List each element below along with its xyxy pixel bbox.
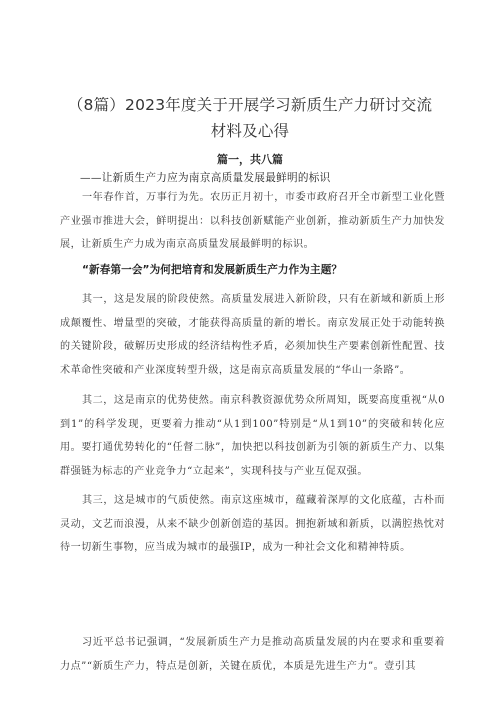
paragraph-1: 一年春作首，万事行为先。农历正月初十，市委市政府召开全市新型工业化暨产业强市推进大会，鲜明提出：以科技创新赋能产业创新，推动新质生产力加快发展，让新质生产力成为南京高质量发展最鲜明的标识。 — [60, 192, 445, 250]
document-title — [40, 92, 460, 144]
paragraph-quote: 习近平总书记强调，“发展新质生产力是推动高质量发展的内在要求和重要着力点”“新质生产力，特点是创新，关键在质优，本质是先进生产力”。壹引其 — [60, 637, 445, 672]
section-tagline: ——让新质生产力应为南京高质量发展最鲜明的标识 — [80, 172, 331, 184]
paragraph-reason-2: 其二，这是南京的优势使然。南京科教资源优势众所周知，既要高度重视“从0到1”的科学发现，更要着力推动“从1到100”特别是“从1到10”的突破和转化应用。要打通优势转化的“任督二脉”，加快把以科技创新为引领的新质生产力、以集群强链为标志的产业竞争力“立起来”，实现科技与产业互促双强。 — [60, 395, 445, 477]
title-line-1: （8篇）2023年度关于开展学习新质生产力研讨交流 — [67, 96, 433, 114]
section-heading: 篇一，共八篇 — [217, 153, 283, 166]
paragraph-reason-1: 其一，这是发展的阶段使然。高质量发展进入新阶段，只有在新域和新质上形成颠覆性、增量型的突破，才能获得高质量的新的增长。南京发展正处于动能转换的关键阶段，破解历史形成的经济结构性矛盾，必须加快生产要素创新性配置、技术革命性突破和产业深度转型升级，这是南京高质量发展的“华山一条路”。 — [60, 294, 445, 376]
paragraph-question: “新春第一会”为何把培育和发展新质生产力作为主题？ — [82, 264, 343, 276]
paragraph-reason-3: 其三，这是城市的气质使然。南京这座城市，蕴藏着深厚的文化底蕴，古朴而灵动，文艺而浪漫，从来不缺少创新创造的基因。拥抱新域和新质，以满腔热忱对待一切新生事物，应当成为城市的最强IP，成为一种社会文化和精神特质。 — [60, 495, 445, 553]
title-line-2: 材料及心得 — [210, 122, 290, 140]
